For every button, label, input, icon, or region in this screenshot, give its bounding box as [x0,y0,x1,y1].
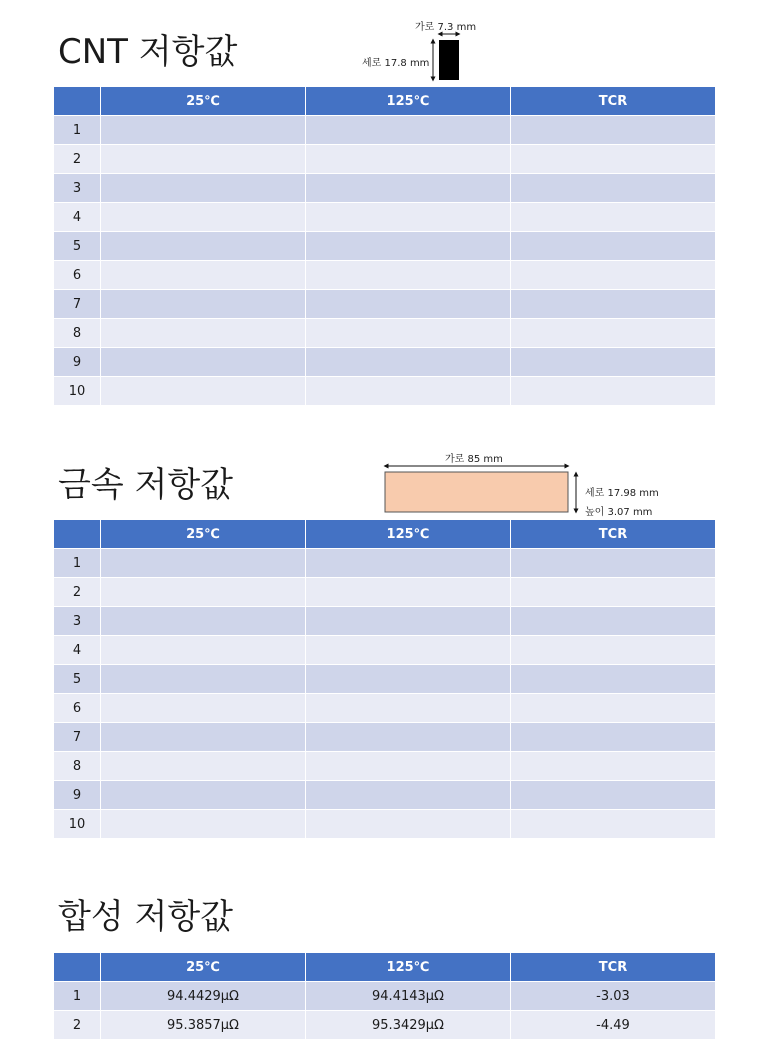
value-tcr-cell [511,810,716,839]
header-index [54,87,101,116]
row-index-cell: 1 [54,116,101,145]
row-index-cell: 7 [54,723,101,752]
value-tcr-cell [511,752,716,781]
value-25c-cell [101,116,306,145]
value-tcr-cell [511,145,716,174]
value-tcr-cell [511,377,716,406]
value-25c-cell [101,174,306,203]
value-25c-cell [101,781,306,810]
table-row [54,723,716,752]
row-index-cell: 9 [54,348,101,377]
value-25c-cell [101,636,306,665]
value-125c-cell [306,319,511,348]
value-25c-cell [101,694,306,723]
table-row [54,982,716,1011]
table-row [54,319,716,348]
value-25c-cell [101,348,306,377]
cnt-height-label: 세로 17.8 mm [362,58,430,69]
table-row [54,116,716,145]
value-tcr-cell [511,665,716,694]
value-tcr-cell [511,319,716,348]
value-25c-cell [101,810,306,839]
cnt-table-body [54,116,716,406]
header-125c: 125℃ [306,87,511,116]
value-tcr-cell [511,781,716,810]
header-25c: 25℃ [101,520,306,549]
row-index-cell: 8 [54,319,101,348]
value-tcr-cell [511,578,716,607]
row-index-cell: 8 [54,752,101,781]
table-row [54,810,716,839]
table-row [54,203,716,232]
value-tcr-cell: -4.49 [511,1011,716,1040]
cnt-sample-rect [439,40,459,80]
value-125c-cell [306,174,511,203]
value-25c-cell [101,290,306,319]
value-tcr-cell [511,203,716,232]
header-25c: 25℃ [101,87,306,116]
row-index-cell: 6 [54,261,101,290]
header-tcr: TCR [511,87,716,116]
row-index-cell: 1 [54,982,101,1011]
value-125c-cell [306,694,511,723]
table-row [54,781,716,810]
header-tcr: TCR [511,953,716,982]
value-125c-cell [306,723,511,752]
value-125c-cell [306,752,511,781]
table-header-row [54,520,716,549]
value-25c-cell [101,665,306,694]
value-125c-cell [306,261,511,290]
header-125c: 125℃ [306,520,511,549]
value-125c-cell [306,232,511,261]
value-tcr-cell [511,723,716,752]
table-row [54,261,716,290]
value-tcr-cell [511,607,716,636]
value-125c-cell [306,290,511,319]
value-25c-cell [101,203,306,232]
composite-section-title: 합성 저항값 [58,897,234,937]
value-tcr-cell [511,174,716,203]
value-tcr-cell [511,261,716,290]
row-index-cell: 9 [54,781,101,810]
metal-section-title: 금속 저항값 [58,465,234,505]
table-row [54,377,716,406]
metal-table-body [54,549,716,839]
row-index-cell: 5 [54,665,101,694]
row-index-cell: 2 [54,145,101,174]
value-25c-cell [101,549,306,578]
value-125c-cell [306,781,511,810]
cnt-width-label: 가로 7.3 mm [415,22,477,33]
table-row [54,1011,716,1040]
row-index-cell: 10 [54,810,101,839]
value-25c-cell [101,145,306,174]
value-25c-cell: 94.4429μΩ [101,982,306,1011]
metal-width-label: 가로 85 mm [445,454,503,465]
table-row [54,290,716,319]
table-header-row [54,953,716,982]
table-row [54,694,716,723]
row-index-cell: 6 [54,694,101,723]
cnt-section-title: CNT 저항값 [58,32,238,72]
header-index [54,520,101,549]
value-125c-cell [306,377,511,406]
header-125c: 125℃ [306,953,511,982]
value-25c-cell [101,377,306,406]
table-row [54,174,716,203]
value-125c-cell [306,549,511,578]
metal-height-label: 세로 17.98 mm [585,488,659,499]
table-header-row [54,87,716,116]
row-index-cell: 5 [54,232,101,261]
value-tcr-cell [511,694,716,723]
value-25c-cell [101,723,306,752]
value-125c-cell [306,203,511,232]
table-row [54,607,716,636]
header-index [54,953,101,982]
value-tcr-cell [511,232,716,261]
table-row [54,636,716,665]
header-tcr: TCR [511,520,716,549]
row-index-cell: 4 [54,203,101,232]
row-index-cell: 3 [54,174,101,203]
row-index-cell: 1 [54,549,101,578]
table-row [54,665,716,694]
table-row [54,232,716,261]
table-row [54,752,716,781]
value-125c-cell [306,665,511,694]
value-125c-cell [306,810,511,839]
value-25c-cell [101,232,306,261]
table-row [54,348,716,377]
row-index-cell: 4 [54,636,101,665]
value-125c-cell [306,116,511,145]
value-125c-cell [306,145,511,174]
value-125c-cell: 95.3429μΩ [306,1011,511,1040]
value-125c-cell: 94.4143μΩ [306,982,511,1011]
value-tcr-cell [511,549,716,578]
value-25c-cell [101,319,306,348]
row-index-cell: 10 [54,377,101,406]
value-tcr-cell [511,348,716,377]
value-tcr-cell [511,290,716,319]
composite-table-body [54,982,716,1040]
value-tcr-cell [511,116,716,145]
metal-resistance-table [53,519,716,839]
value-125c-cell [306,636,511,665]
metal-depth-label: 높이 3.07 mm [585,507,653,518]
value-25c-cell [101,752,306,781]
row-index-cell: 7 [54,290,101,319]
value-125c-cell [306,607,511,636]
value-25c-cell: 95.3857μΩ [101,1011,306,1040]
value-125c-cell [306,348,511,377]
table-row [54,578,716,607]
value-125c-cell [306,578,511,607]
row-index-cell: 3 [54,607,101,636]
value-25c-cell [101,261,306,290]
composite-resistance-table [53,952,716,1040]
value-25c-cell [101,578,306,607]
row-index-cell: 2 [54,578,101,607]
row-index-cell: 2 [54,1011,101,1040]
cnt-resistance-table [53,86,716,406]
value-25c-cell [101,607,306,636]
header-25c: 25℃ [101,953,306,982]
value-tcr-cell: -3.03 [511,982,716,1011]
metal-sample-rect [385,472,568,512]
value-tcr-cell [511,636,716,665]
table-row [54,549,716,578]
table-row [54,145,716,174]
